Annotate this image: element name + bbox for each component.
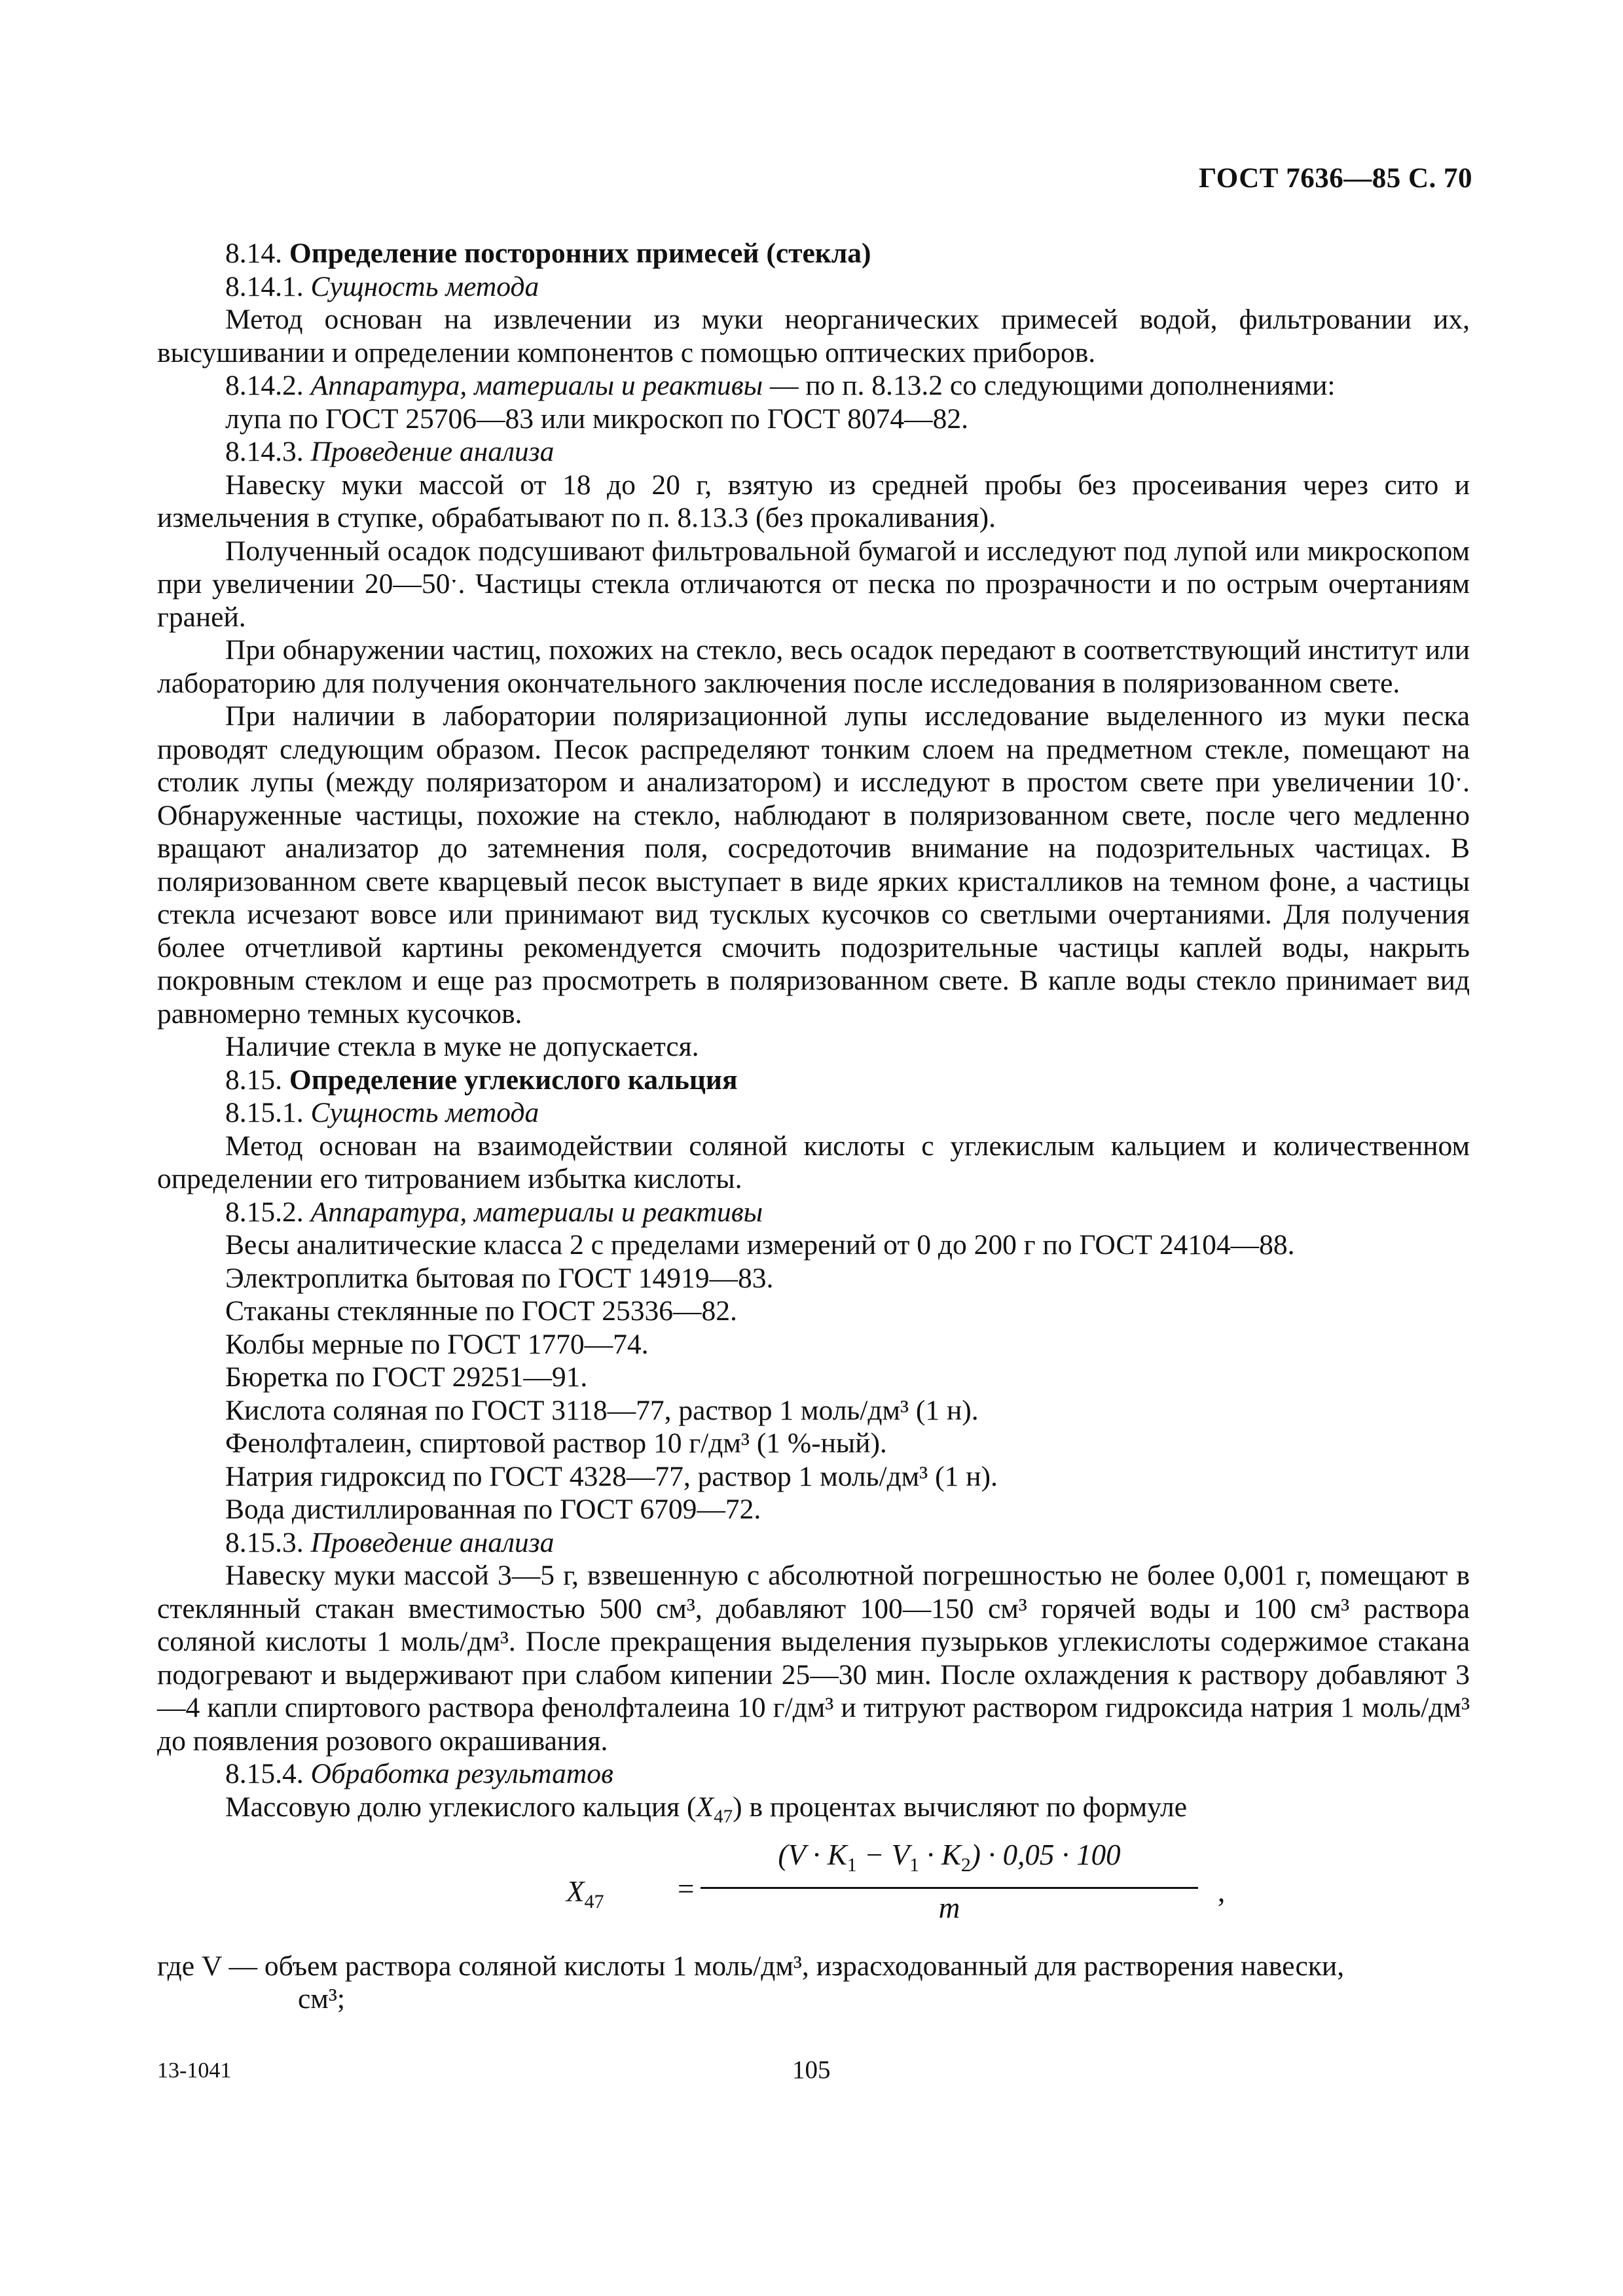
subscript: 47: [714, 1806, 733, 1827]
page-number: 105: [792, 2056, 831, 2084]
subsection-heading: [157, 1096, 1470, 1130]
formula-lhs: [566, 1875, 604, 1919]
section-number: 8.15.: [225, 1064, 282, 1096]
paragraph: Полученный осадок подсушивают фильтровальной бумагой и исследуют под лупой или микроскопом при увеличении 20—50ˑ. Частицы стекла отличаются от песка по прозрачности и по острым очертаниям граней.: [157, 535, 1470, 633]
section-title: Сущность метода: [310, 1097, 539, 1128]
footer-code: 13-1041: [157, 2058, 232, 2083]
list-item: Бюретка по ГОСТ 29251—91.: [225, 1361, 588, 1393]
paragraph: Метод основан на взаимодействии соляной кислоты с углекислым кальцием и количественном определении его титрованием избытка кислоты.: [157, 1130, 1470, 1194]
section-heading-8-14: [157, 237, 1470, 270]
section-number: 8.15.4.: [225, 1758, 304, 1789]
numerator-part: − V: [856, 1838, 910, 1871]
formula-denominator: m: [938, 1892, 960, 1925]
list-item: Фенолфталеин, спиртовой раствор 10 г/дм³ (1 %-ный).: [225, 1427, 887, 1459]
formula-numerator: [701, 1839, 1198, 1890]
heading-text: — по п. 8.13.2 со следующими дополнениями:: [763, 370, 1336, 401]
section-title: Сущность метода: [310, 270, 539, 302]
subsection-heading: [157, 1757, 1470, 1791]
section-number: 8.14.3.: [225, 436, 304, 467]
variable: X: [696, 1791, 714, 1823]
list-item: Вода дистиллированная по ГОСТ 6709—72.: [225, 1494, 761, 1525]
subsection-heading: [157, 270, 1470, 304]
subscript: 2: [960, 1854, 971, 1876]
paragraph: Наличие стекла в муке не допускается.: [225, 1031, 699, 1062]
subscript: 1: [909, 1854, 920, 1876]
section-title: Определение углекислого кальция: [289, 1064, 738, 1096]
paragraph: Навеску муки массой от 18 до 20 г, взятую из средней пробы без просеивания через сито и измельчения в ступке, обрабатывают по п. 8.13.3 (без прокаливания).: [157, 469, 1470, 533]
section-title: Проведение анализа: [310, 1526, 555, 1558]
list-item: Электроплитка бытовая по ГОСТ 14919—83.: [225, 1262, 774, 1294]
equals-sign: =: [678, 1872, 695, 1905]
section-title: Определение посторонних примесей (стекла): [289, 238, 871, 269]
list-item: Стаканы стеклянные по ГОСТ 25336—82.: [225, 1295, 737, 1327]
numerator-part: ) · 0,05 · 100: [970, 1838, 1121, 1871]
paragraph: [157, 1791, 1470, 1833]
paragraph: Навеску муки массой 3—5 г, взвешенную с абсолютной погрешностью не более 0,001 г, помещают в стеклянный стакан вместимостью 500 см³, добавляют 100—150 см³ горячей воды и 100 см³ раствора соляной кислоты 1 моль/дм³. После прекращения выделения пузырьков углекислоты содержимое стакана подогревают и выдерживают при слабом кипении 25—30 мин. После охлаждения к раствору добавляют 3—4 капли спиртового раствора фенолфталеина 10 г/дм³ и титруют раствором гидроксида натрия 1 моль/дм³ до появления розового окрашивания.: [157, 1560, 1470, 1757]
section-heading-8-15: [157, 1064, 1470, 1097]
section-title: Проведение анализа: [310, 436, 555, 467]
section-title: Обработка результатов: [310, 1758, 613, 1789]
list-item: Натрия гидроксид по ГОСТ 4328—77, раствор 1 моль/дм³ (1 н).: [225, 1460, 998, 1492]
subscript: 47: [584, 1890, 604, 1912]
section-number: 8.14.1.: [225, 270, 304, 302]
legend-line: см³;: [298, 1983, 345, 2015]
paragraph: При обнаружении частиц, похожих на стекло, весь осадок передают в соответствующий институт или лабораторию для получения окончательного заключения после исследования в поляризованном свете.: [157, 634, 1470, 699]
section-number: 8.15.2.: [225, 1196, 304, 1228]
formula-legend: [157, 1950, 1470, 2016]
section-number: 8.15.3.: [225, 1526, 304, 1558]
section-number: 8.14.2.: [225, 370, 304, 401]
numerator-part: (V · K: [778, 1838, 847, 1871]
subscript: 1: [847, 1854, 857, 1876]
text: ) в процентах вычисляют по формуле: [733, 1791, 1188, 1823]
paragraph: лупа по ГОСТ 25706—83 или микроскоп по ГОСТ 8074—82.: [225, 403, 968, 435]
page-header: ГОСТ 7636—85 С. 70: [1198, 163, 1472, 194]
paragraph: Метод основан на извлечении из муки неорганических примесей водой, фильтровании их, высушивании и определении компонентов с помощью оптических приборов.: [157, 304, 1470, 368]
section-title: Аппаратура, материалы и реактивы: [310, 1196, 763, 1228]
list-item: Кислота соляная по ГОСТ 3118—77, раствор 1 моль/дм³ (1 н).: [225, 1394, 979, 1426]
legend-line: где V — объем раствора соляной кислоты 1 моль/дм³, израсходованный для растворения навески,: [157, 1950, 1345, 1982]
section-number: 8.14.: [225, 238, 282, 269]
text: Массовую долю углекислого кальция (: [225, 1791, 697, 1823]
formula: [157, 1833, 1470, 1950]
section-number: 8.15.1.: [225, 1097, 304, 1128]
subsection-heading: [157, 369, 1470, 403]
numerator-part: · K: [919, 1838, 961, 1871]
subsection-heading: [157, 435, 1470, 469]
paragraph: При наличии в лаборатории поляризационной лупы исследование выделенного из муки песка проводят следующим образом. Песок распределяют тонким слоем на предметном стекле, помещают на столик лупы (между поляризатором и анализатором) и исследуют в простом свете при увеличении 10ˑ. Обнаруженные частицы, похожие на стекло, наблюдают в поляризованном свете, после чего медленно вращают анализатор до затемнения поля, сосредоточив внимание на подозрительных частицах. В поляризованном свете кварцевый песок выступает в виде ярких кристалликов на темном фоне, а частицы стекла исчезают вовсе или принимают вид тусклых кусочков со светлыми очертаниями. Для получения более отчетливой картины рекомендуется смочить подозрительные частицы каплей воды, накрыть покровным стеклом и еще раз просмотреть в поляризованном свете. В капле воды стекло принимает вид равномерно темных кусочков.: [157, 700, 1470, 1030]
subsection-heading: [157, 1526, 1470, 1560]
subsection-heading: [157, 1196, 1470, 1229]
formula-comma: ,: [1218, 1874, 1226, 1908]
list-item: Колбы мерные по ГОСТ 1770—74.: [225, 1328, 649, 1360]
list-item: Весы аналитические класса 2 с пределами измерений от 0 до 200 г по ГОСТ 24104—88.: [225, 1229, 1295, 1261]
section-title: Аппаратура, материалы и реактивы: [310, 370, 763, 401]
document-body: [157, 237, 1470, 2016]
formula-fraction: [701, 1839, 1198, 1925]
variable: X: [566, 1874, 585, 1908]
